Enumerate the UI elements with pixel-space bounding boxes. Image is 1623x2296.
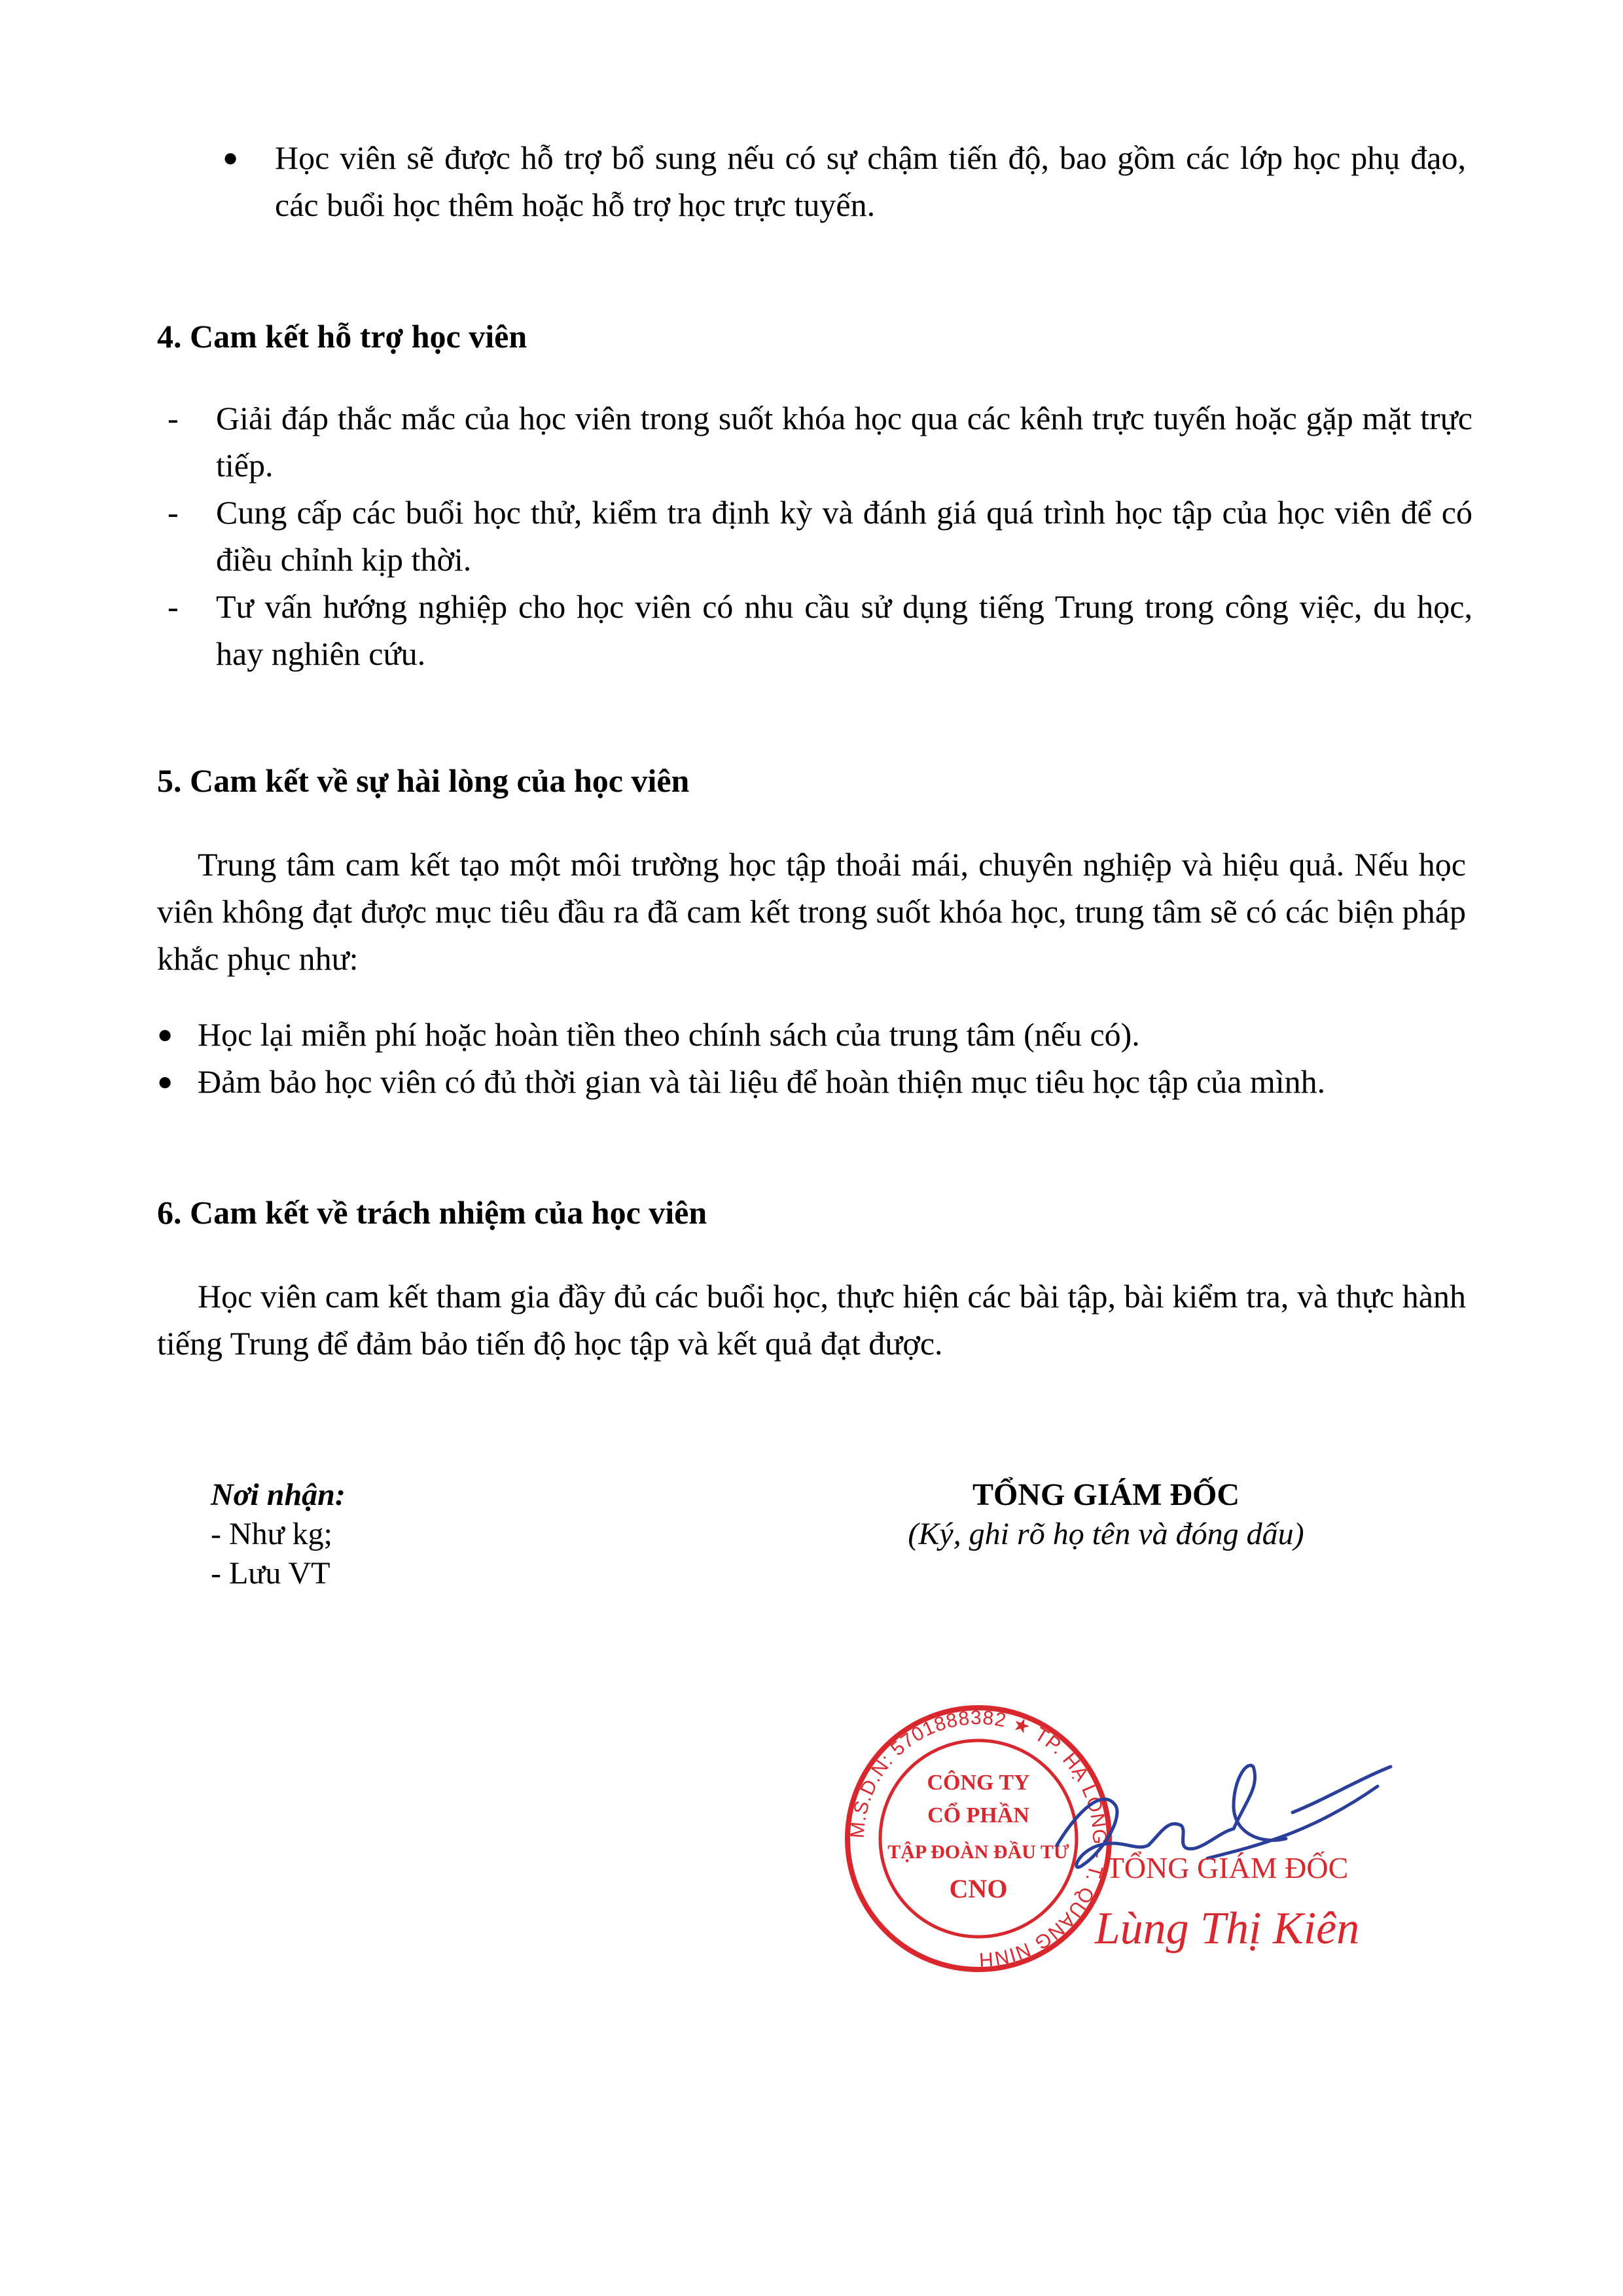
stamp-line: CỔ PHẦN [927, 1803, 1029, 1828]
bullet-icon: ● [223, 143, 239, 172]
dash-icon: - [168, 588, 179, 625]
recipient-line: - Như kg; [211, 1517, 332, 1551]
stamp-line: TẬP ĐOÀN ĐẦU TƯ [887, 1841, 1069, 1863]
stamp-seal-icon [841, 1570, 1417, 1976]
signature-note: (Ký, ghi rõ họ tên và đóng dấu) [908, 1517, 1304, 1551]
bullet-icon: ● [157, 1019, 173, 1049]
paragraph: Học viên cam kết tham gia đầy đủ các buổi học, thực hiện các bài tập, bài kiểm tra, và thực hành tiếng Trung để đảm bảo tiến độ học tập và kết quả đạt được. [157, 1278, 1466, 1362]
stamp-title: TỔNG GIÁM ĐỐC [1105, 1851, 1349, 1884]
dash-icon: - [168, 494, 179, 531]
signer-name: Lùng Thị Kiên [1094, 1903, 1360, 1954]
list-item-text: Giải đáp thắc mắc của học viên trong suốt khóa học qua các kênh trực tuyến hoặc gặp mặt trực tiếp. [216, 400, 1472, 484]
section-heading: 6. Cam kết về trách nhiệm của học viên [157, 1194, 707, 1231]
stamp-line: CNO [949, 1874, 1008, 1903]
section-heading: 5. Cam kết về sự hài lòng của học viên [157, 762, 690, 799]
list-item-text: Học lại miễn phí hoặc hoàn tiền theo chính sách của trung tâm (nếu có). [198, 1016, 1140, 1053]
signature-title: TỔNG GIÁM ĐỐC [972, 1477, 1240, 1512]
list-item-text: Học viên sẽ được hỗ trợ bổ sung nếu có sự chậm tiến độ, bao gồm các lớp học phụ đạo, các buổi học thêm hoặc hỗ trợ học trực tuyến. [275, 139, 1466, 223]
paragraph: Trung tâm cam kết tạo một môi trường học tập thoải mái, chuyên nghiệp và hiệu quả. Nếu học viên không đạt được mục tiêu đầu ra đã cam kết trong suốt khóa học, trung tâm sẽ có các biện pháp khắc phục như: [157, 846, 1466, 977]
section-heading: 4. Cam kết hỗ trợ học viên [157, 318, 527, 355]
list-item-text: Tư vấn hướng nghiệp cho học viên có nhu cầu sử dụng tiếng Trung trong công việc, du học, hay nghiên cứu. [216, 588, 1472, 672]
stamp-outer-text: M.S.D.N: 5701888382 ★ TP. HẠ LONG - T. QUẢNG NINH [846, 1706, 1111, 1971]
dash-icon: - [168, 400, 179, 436]
recipients-title: Nơi nhận: [211, 1477, 346, 1512]
list-item-text: Đảm bảo học viên có đủ thời gian và tài liệu để hoàn thiện mục tiêu học tập của mình. [198, 1063, 1326, 1100]
company-stamp [841, 1570, 1417, 1976]
bullet-icon: ● [157, 1067, 173, 1096]
list-item-text: Cung cấp các buổi học thử, kiểm tra định kỳ và đánh giá quá trình học tập của học viên để có điều chỉnh kịp thời. [216, 494, 1472, 578]
recipient-line: - Lưu VT [211, 1556, 330, 1591]
stamp-line: CÔNG TY [927, 1771, 1030, 1795]
